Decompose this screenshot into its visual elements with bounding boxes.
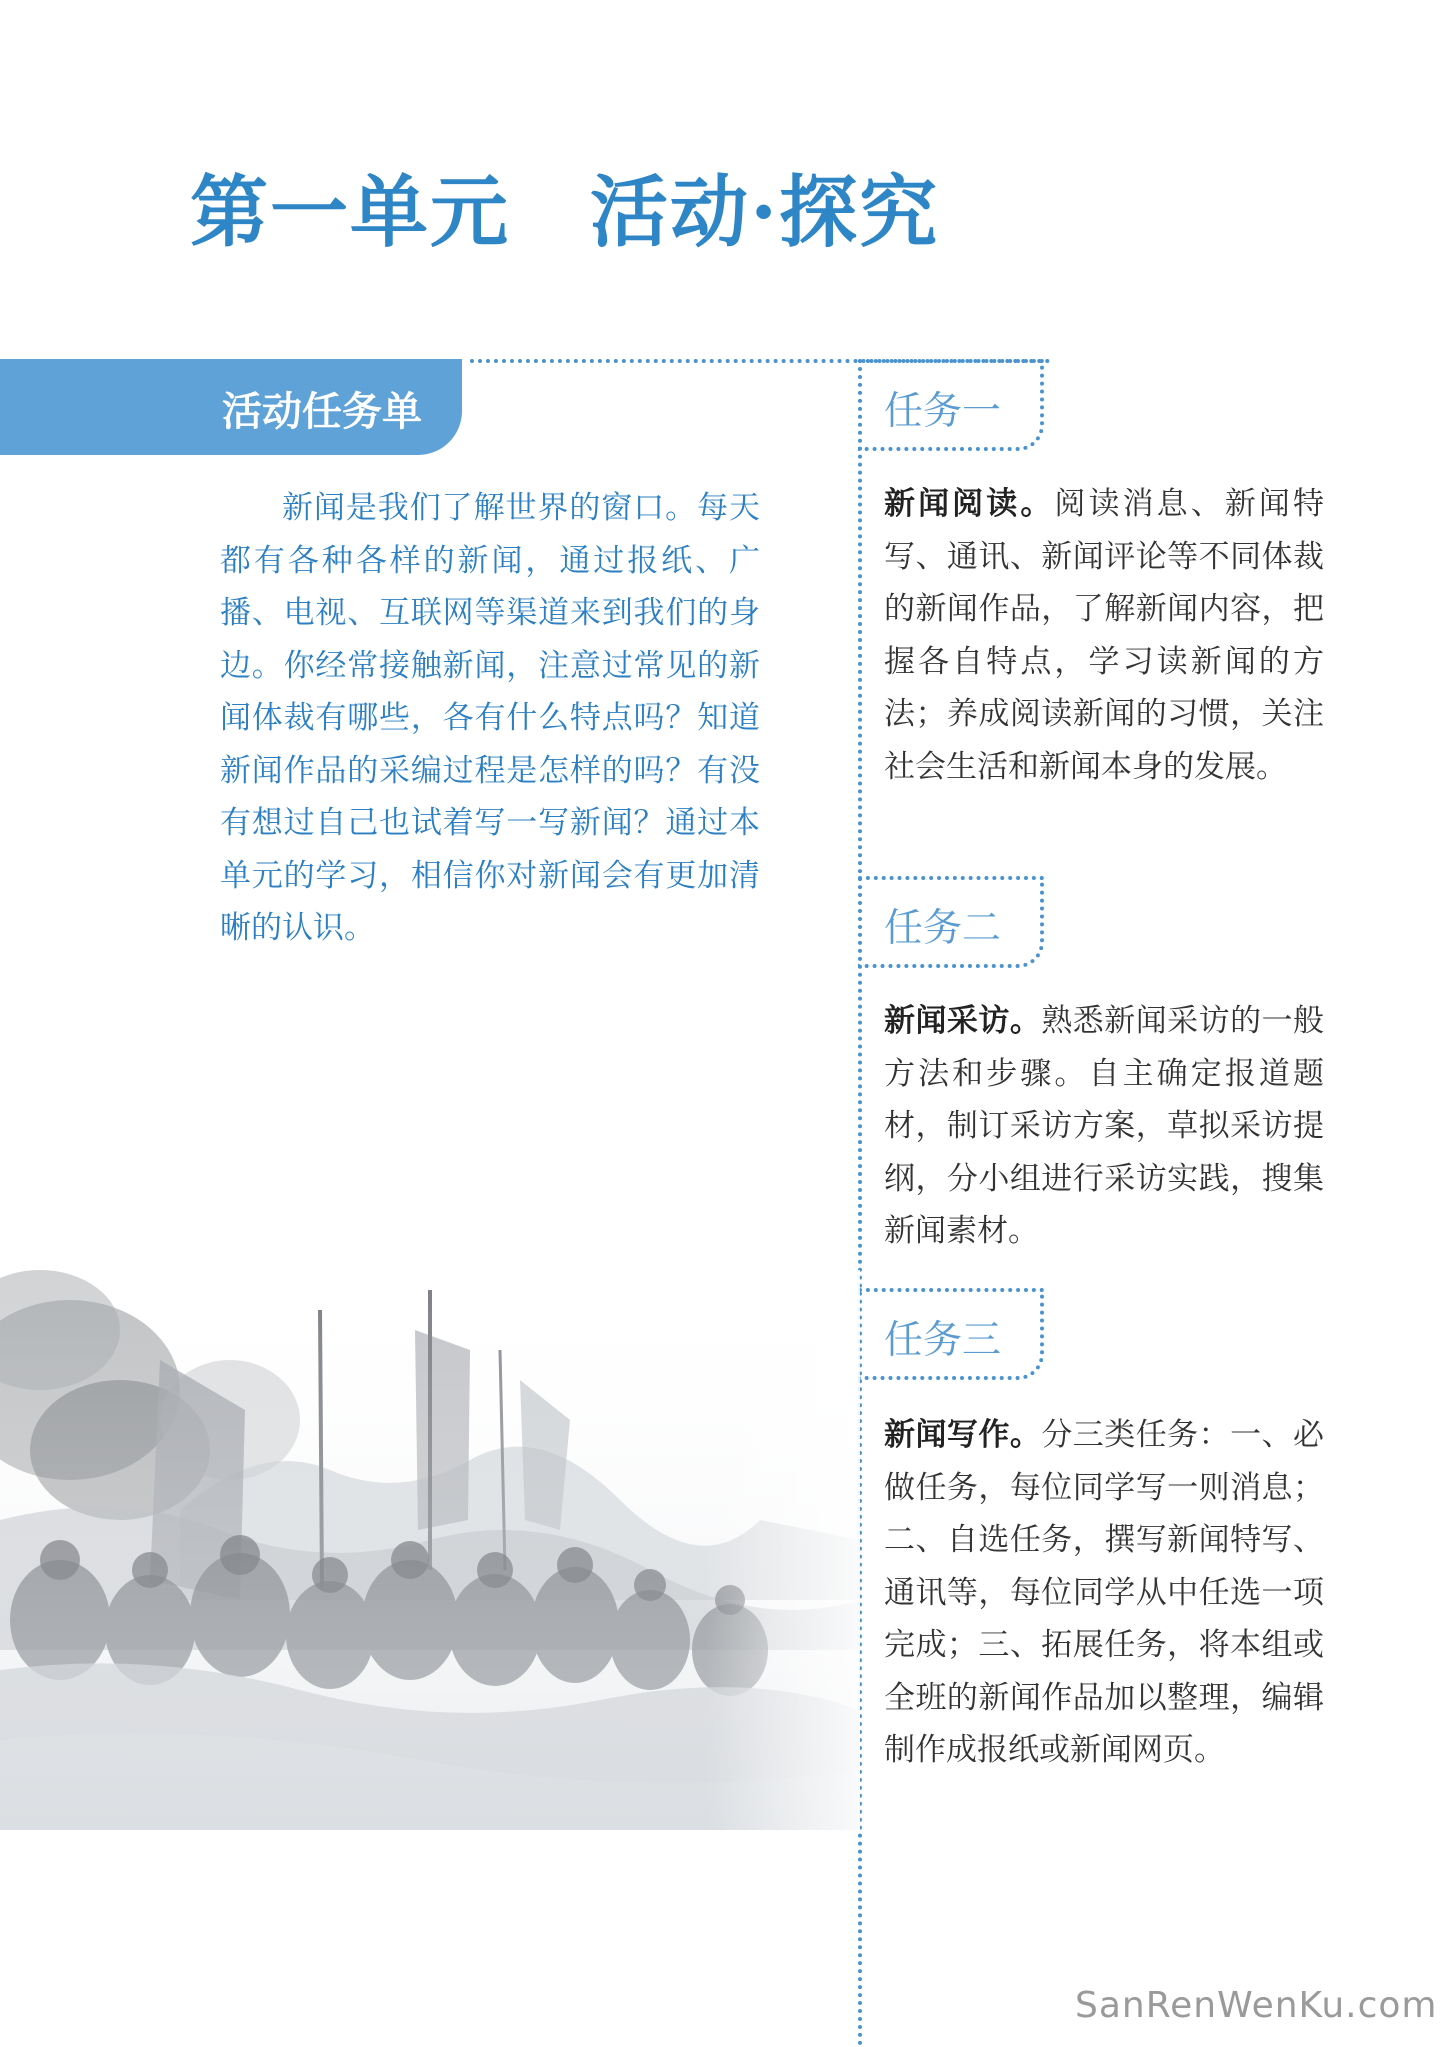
task-1-lead: 新闻阅读。	[884, 486, 1055, 522]
task-2-body	[884, 995, 1324, 1258]
task-tab-1-label: 任务一	[884, 389, 1002, 434]
task-3-text: 分三类任务：一、必做任务，每位同学写一则消息；二、自选任务，撰写新闻特写、通讯等，每位同学从中任选一项完成；三、拓展任务，将本组或全班的新闻作品加以整理，编辑制作成报纸或新闻网页。	[884, 1417, 1325, 1768]
task-2-text: 熟悉新闻采访的一般方法和步骤。自主确定报道题材，制订采访方案，草拟采访提纲，分小组进行采访实践，搜集新闻素材。	[884, 1003, 1325, 1249]
task-tab-2	[858, 876, 1044, 968]
ink-wash-battle-scene-illustration	[0, 1270, 860, 1830]
task-tab-2-label: 任务二	[884, 906, 1002, 951]
activity-banner-label: 活动任务单	[222, 389, 422, 435]
task-tab-1	[858, 359, 1044, 451]
task-tab-3-label: 任务三	[884, 1318, 1002, 1363]
page-title: 第一单元 活动·探究	[190, 167, 940, 258]
task-tab-3	[858, 1288, 1044, 1380]
task-1-body	[884, 478, 1324, 793]
task-2-lead: 新闻采访。	[884, 1003, 1042, 1039]
task-3-body	[884, 1409, 1324, 1777]
task-3-lead: 新闻写作。	[884, 1417, 1042, 1453]
intro-paragraph: 新闻是我们了解世界的窗口。每天都有各种各样的新闻，通过报纸、广播、电视、互联网等渠道来到我们的身边。你经常接触新闻，注意过常见的新闻体裁有哪些，各有什么特点吗？知道新闻作品的采编过程是怎样的吗？有没有想过自己也试着写一写新闻？通过本单元的学习，相信你对新闻会有更加清晰的认识。	[220, 490, 760, 946]
task-1-text: 阅读消息、新闻特写、通讯、新闻评论等不同体裁的新闻作品，了解新闻内容，把握各自特点，学习读新闻的方法；养成阅读新闻的习惯，关注社会生活和新闻本身的发展。	[884, 486, 1325, 785]
watermark: SanRenWenKu.com	[1075, 1985, 1438, 2026]
